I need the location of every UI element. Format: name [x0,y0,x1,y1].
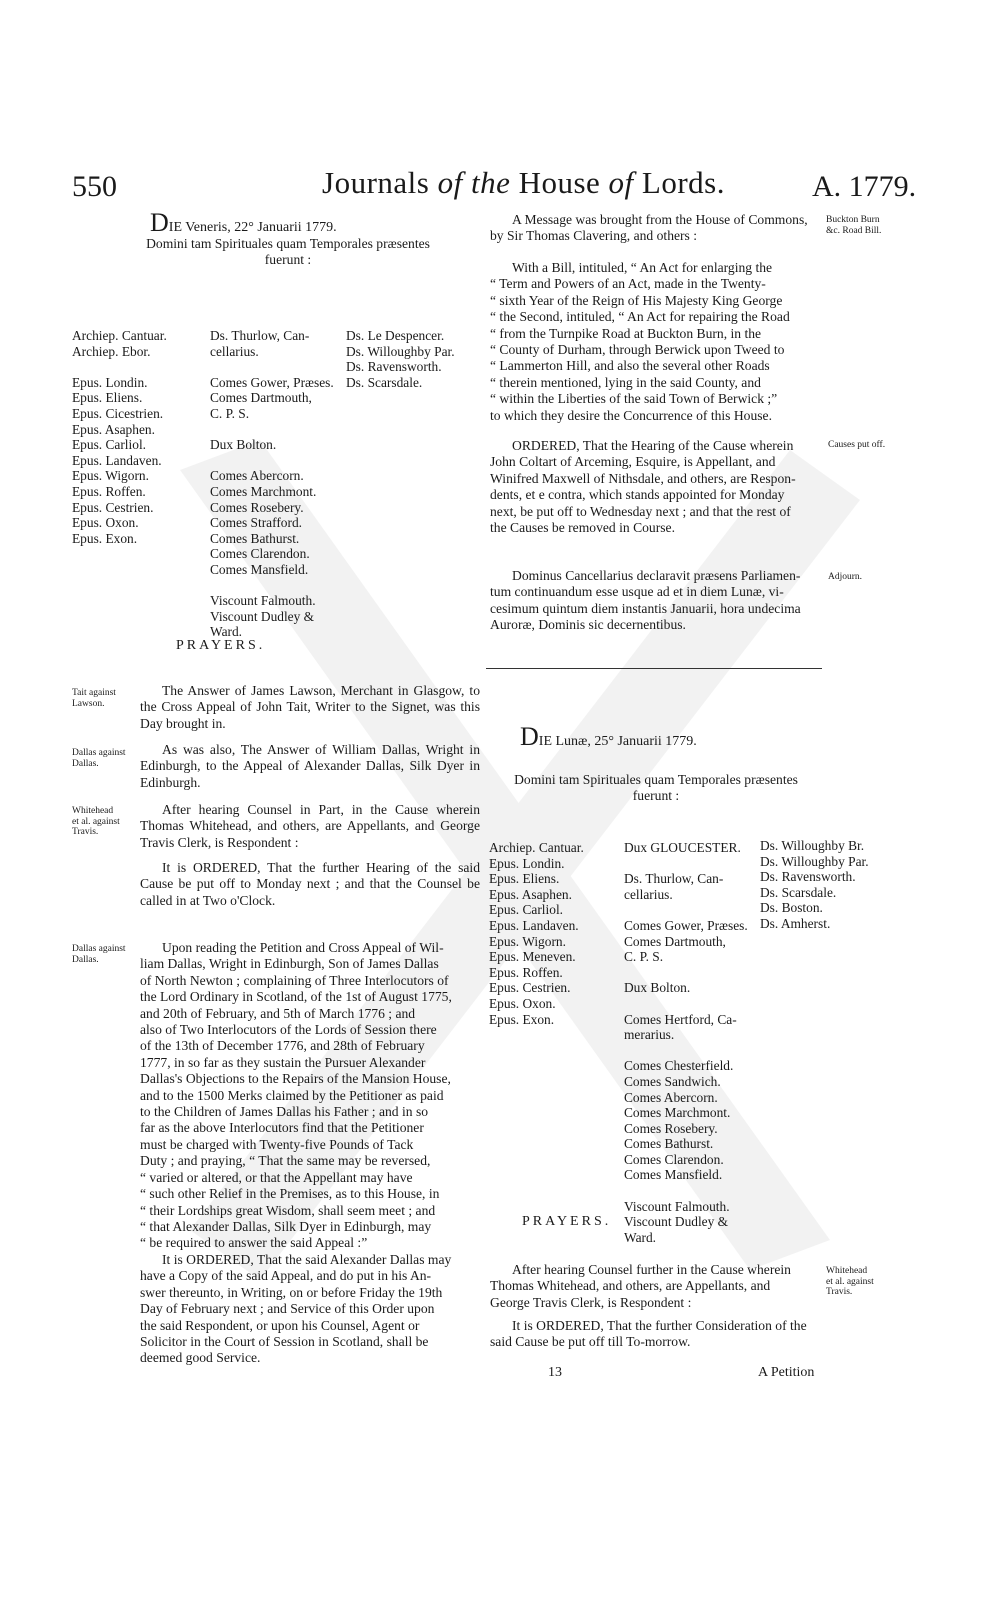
text-line: “ the Second, intituled, “ An Act for repairing the Road [490,309,790,325]
attendee-line: Comes Abercorn. [624,1089,718,1105]
attendee-line [210,453,334,469]
attendee-line: Epus. Roffen. [72,483,146,499]
attendee-line: Archiep. Ebor. [72,343,151,359]
attendee-line: Epus. Meneven. [489,949,576,965]
text-line: said Cause be put off till To-morrow. [490,1334,691,1350]
day1-heading: DIE Veneris, 22° Januarii 1779. [150,208,337,237]
text-line: It is ORDERED, That the further Consideration of the [512,1318,807,1333]
text-line: must be charged with Twenty-five Pounds of Tack [140,1136,414,1152]
attendee-line: Comes Bathurst. [624,1136,714,1152]
year: A. 1779. [812,170,917,203]
attendee-line: Ds. Thurlow, Can- [210,328,310,343]
attendee-line: Ds. Scarsdale. [760,884,837,900]
text-line: to which they desire the Concurrence of this House. [490,407,772,423]
attendee-line: Comes Mansfield. [210,561,309,577]
text-line: George Travis Clerk, is Respondent : [490,1294,692,1310]
text-line: “ therein mentioned, lying in the said County, and [490,374,761,390]
note-tait: Tait against Lawson. [72,688,116,709]
note-adjourn: Adjourn. [828,572,863,582]
day2-present: Domini tam Spirituales quam Temporales præsentes fuerunt : [514,772,798,804]
note-whitehead-2: Whitehead et al. against Travis. [826,1266,874,1297]
attendee-line: Comes Dartmouth, [624,933,726,949]
attendee-line: Viscount Falmouth. [624,1198,730,1214]
text-line: “ that Alexander Dallas, Silk Dyer in Edinburgh, may [140,1218,432,1234]
text-line: “ Lammerton Hill, and also the several other Roads [490,358,770,374]
note-whitehead-1: Whitehead et al. against Travis. [72,806,120,837]
text-line: Dominus Cancellarius declaravit præsens Parliamen- [512,568,801,583]
attendee-line: Ds. Willoughby Par. [760,853,869,869]
text-line: “ Term and Powers of an Act, made in the Twenty- [490,276,766,292]
attendee-line: Ds. Scarsdale. [346,374,423,390]
text-line: dents, et e contra, which stands appointed for Monday [490,487,785,503]
note-dallas-2: Dallas against Dallas. [72,944,126,965]
text-line: It is ORDERED, That the said Alexander Dallas may [162,1252,452,1267]
entry-whitehead-2 [490,1262,820,1311]
attendee-line: Comes Dartmouth, [210,390,312,406]
text-line: Day of February next ; and Service of this Order upon [140,1301,435,1317]
attendee-line: Epus. Eliens. [72,390,143,406]
day2-col-lords [624,840,748,1245]
attendee-line: Ward. [210,624,243,640]
attendee-line: Epus. Exon. [489,1011,555,1027]
attendee-line: Comes Abercorn. [210,468,304,484]
text-line: “ such other Relief in the Premises, as to this House, in [140,1186,440,1202]
section-rule [486,668,822,669]
attendee-line: Epus. Wigorn. [72,468,149,484]
attendee-line: Epus. Londin. [489,855,565,871]
attendee-line: Comes Rosebery. [210,499,304,515]
attendee-line: Ds. Ravensworth. [760,869,856,885]
attendee-line [210,578,334,594]
attendee-line: Dux Bolton. [624,980,691,996]
text-line: After hearing Counsel further in the Cause wherein [512,1262,791,1277]
text-line: cesimum quintum diem instantis Januarii, hora undecima [490,600,801,616]
attendee-line [624,996,748,1012]
attendee-line: Dux Bolton. [210,437,277,453]
text-line: “ County of Durham, through Berwick upon Tweed to [490,342,785,358]
text-line: Dallas's Objections to the Repairs of the Mansion House, [140,1071,451,1087]
day2-prayers: PRAYERS. [522,1214,612,1229]
text-line: “ sixth Year of the Reign of His Majesty King George [490,292,783,308]
attendee-line: cellarius. [210,343,259,359]
text-line: liam Dallas, Wright in Edinburgh, Son of James Dallas [140,956,439,972]
attendee-line: Comes Gower, Præses. [624,917,748,933]
attendee-line: Ward. [624,1229,657,1245]
text-line: the Lord Ordinary in Scotland, of the 1st of August 1775, [140,989,452,1005]
entry-message [490,212,820,245]
text-line: the said Respondent, or upon his Counsel, Agent or [140,1317,420,1333]
page-number: 550 [72,170,117,203]
day1-col-barons [346,328,455,390]
text-line: 1777, in so far as they sustain the Pursuer Alexander [140,1054,426,1070]
entry-causes [490,438,820,536]
attendee-line [624,965,748,981]
attendee-line: Dux GLOUCESTER. [624,840,741,855]
entry-adjourn [490,568,820,634]
attendee-line: Epus. Asaphen. [489,886,572,902]
attendee-line: Ds. Ravensworth. [346,359,442,375]
note-causes: Causes put off. [828,440,886,450]
entry-dallas-1: As was also, The Answer of William Dallas, Wright in Edinburgh, to the Appeal of Alexander Dallas, Silk Dyer in Edinburgh. [140,742,480,790]
attendee-line: Epus. Cicestrien. [72,405,164,421]
text-line: John Coltart of Arceming, Esquire, is Appellant, and [490,454,776,470]
attendee-line: Epus. Carliol. [489,902,564,918]
attendee-line: Comes Clarendon. [210,546,310,562]
attendee-line [210,359,334,375]
text-line: “ varied or altered, or that the Appellant may have [140,1169,413,1185]
text-line: Solicitor in the Court of Session in Scotland, shall be [140,1334,429,1350]
text-line: “ within the Liberties of the said Town of Berwick ;” [490,391,778,407]
entry-dallas-2-order [140,1252,480,1367]
text-line: and to the 1500 Merks claimed by the Petitioner as paid [140,1087,444,1103]
attendee-line: Epus. Oxon. [489,995,556,1011]
attendee-line: Comes Marchmont. [210,483,317,499]
attendee-line: Epus. Eliens. [489,871,560,887]
attendee-line: Comes Bathurst. [210,530,300,546]
text-line: With a Bill, intituled, “ An Act for enlarging the [512,260,773,275]
text-line: of the 13th of December 1776, and 28th of February [140,1038,425,1054]
day2-col-barons [760,838,869,932]
attendee-line: Comes Gower, Præses. [210,374,334,390]
attendee-line: Epus. Oxon. [72,515,139,531]
attendee-line: Comes Hertford, Ca- [624,1011,737,1027]
signature-mark: 13 [548,1365,562,1380]
attendee-line: Ds. Willoughby Br. [760,838,865,853]
attendee-line: Epus. Cestrien. [72,499,154,515]
entry-tait: The Answer of James Lawson, Merchant in Glasgow, to the Cross Appeal of John Tait, Writer to the Signet, was this Day brought in. [140,683,480,731]
attendee-line: Ds. Le Despencer. [346,328,445,343]
entry-whitehead-1-order: It is ORDERED, That the further Hearing of the said Cause be put off to Monday next ; and that the Counsel be called in at Two o'Clock. [140,860,480,908]
text-line: far as the above Interlocutors find that the Petitioner [140,1120,424,1136]
text-line: the Causes be removed in Course. [490,520,675,536]
text-line: have a Copy of the said Appeal, and do put in his An- [140,1268,432,1284]
attendee-line: Viscount Dudley & [210,608,315,624]
text-line: Duty ; and praying, “ That the same may be reversed, [140,1153,431,1169]
attendee-line [624,1183,748,1199]
note-dallas-1: Dallas against Dallas. [72,748,126,769]
attendee-line: Epus. Asaphen. [72,421,155,437]
attendee-line: Comes Rosebery. [624,1120,718,1136]
attendee-line: Epus. Landaven. [72,452,162,468]
text-line: ORDERED, That the Hearing of the Cause wherein [512,438,794,453]
attendee-line [210,422,334,438]
text-line: by Sir Thomas Clavering, and others : [490,228,698,244]
attendee-line: Ds. Boston. [760,900,823,916]
attendee-line: Comes Clarendon. [624,1151,724,1167]
note-buckton: Buckton Burn &c. Road Bill. [826,215,882,236]
entry-whitehead-1: After hearing Counsel in Part, in the Cause wherein Thomas Whitehead, and others, are Appellants, and George Travis Clerk, is Respondent : [140,802,480,850]
attendee-line: Archiep. Cantuar. [489,840,584,855]
attendee-line: cellarius. [624,886,673,902]
attendee-line: Archiep. Cantuar. [72,328,167,343]
text-line: “ their Lordships great Wisdom, shall seem meet ; and [140,1202,436,1218]
text-line: of North Newton ; complaining of Three Interlocutors of [140,972,449,988]
attendee-line: Epus. Landaven. [489,917,579,933]
day1-present: Domini tam Spirituales quam Temporales præsentes fuerunt : [146,236,430,268]
attendee-line: Epus. Wigorn. [489,933,566,949]
entry-whitehead-2-order [490,1318,820,1351]
attendee-line: Epus. Carliol. [72,437,147,453]
day2-col-bishops [489,840,584,1027]
catchword: A Petition [758,1365,815,1380]
attendee-line [624,902,748,918]
text-line: A Message was brought from the House of Commons, [512,212,808,227]
text-line: to the Children of James Dallas his Father ; and in so [140,1104,429,1120]
attendee-line [72,359,167,375]
day2-heading: DIE Lunæ, 25° Januarii 1779. [520,722,697,751]
attendee-line: Epus. Exon. [72,530,138,546]
attendee-line: Ds. Thurlow, Can- [624,871,724,887]
attendee-line: Viscount Falmouth. [210,593,316,609]
day1-col-bishops [72,328,167,546]
text-line: Thomas Whitehead, and others, are Appellants, and [490,1278,771,1294]
attendee-line: Comes Strafford. [210,515,302,531]
attendee-line: C. P. S. [624,949,664,965]
attendee-line: Comes Mansfield. [624,1167,723,1183]
attendee-line: merarius. [624,1027,675,1043]
text-line: and 20th of February, and 5th of March 1776 ; and [140,1005,416,1021]
text-line: swer thereunto, in Writing, on or before Friday the 19th [140,1284,443,1300]
attendee-line [624,1043,748,1059]
text-line: also of Two Interlocutors of the Lords of Session there [140,1022,437,1038]
text-line: Winifred Maxwell of Nithsdale, and others, are Respon- [490,470,796,486]
text-line: deemed good Service. [140,1350,261,1366]
attendee-line: C. P. S. [210,405,250,421]
attendee-line: Epus. Roffen. [489,964,563,980]
text-line: Auroræ, Dominis sic decernentibus. [490,617,686,633]
entry-dallas-2 [140,940,480,1252]
page-title: Journals of the House of Lords. [322,165,725,200]
attendee-line: Comes Chesterfield. [624,1058,734,1074]
text-line: tum continuandum esse usque ad et in diem Lunæ, vi- [490,584,784,600]
day1-col-lords [210,328,334,640]
attendee-line: Ds. Amherst. [760,915,831,931]
attendee-line: Epus. Cestrien. [489,980,571,996]
text-line: Upon reading the Petition and Cross Appeal of Wil- [162,940,444,955]
attendee-line [624,856,748,872]
attendee-line: Viscount Dudley & [624,1214,729,1230]
attendee-line: Ds. Willoughby Par. [346,343,455,359]
day1-prayers: PRAYERS. [176,638,266,653]
text-line: “ be required to answer the said Appeal :” [140,1235,368,1251]
entry-bill [490,260,820,424]
attendee-line: Comes Sandwich. [624,1073,721,1089]
text-line: “ from the Turnpike Road at Buckton Burn, in the [490,325,762,341]
attendee-line: Epus. Londin. [72,374,148,390]
text-line: next, be put off to Wednesday next ; and that the rest of [490,503,791,519]
attendee-line: Comes Marchmont. [624,1105,731,1121]
